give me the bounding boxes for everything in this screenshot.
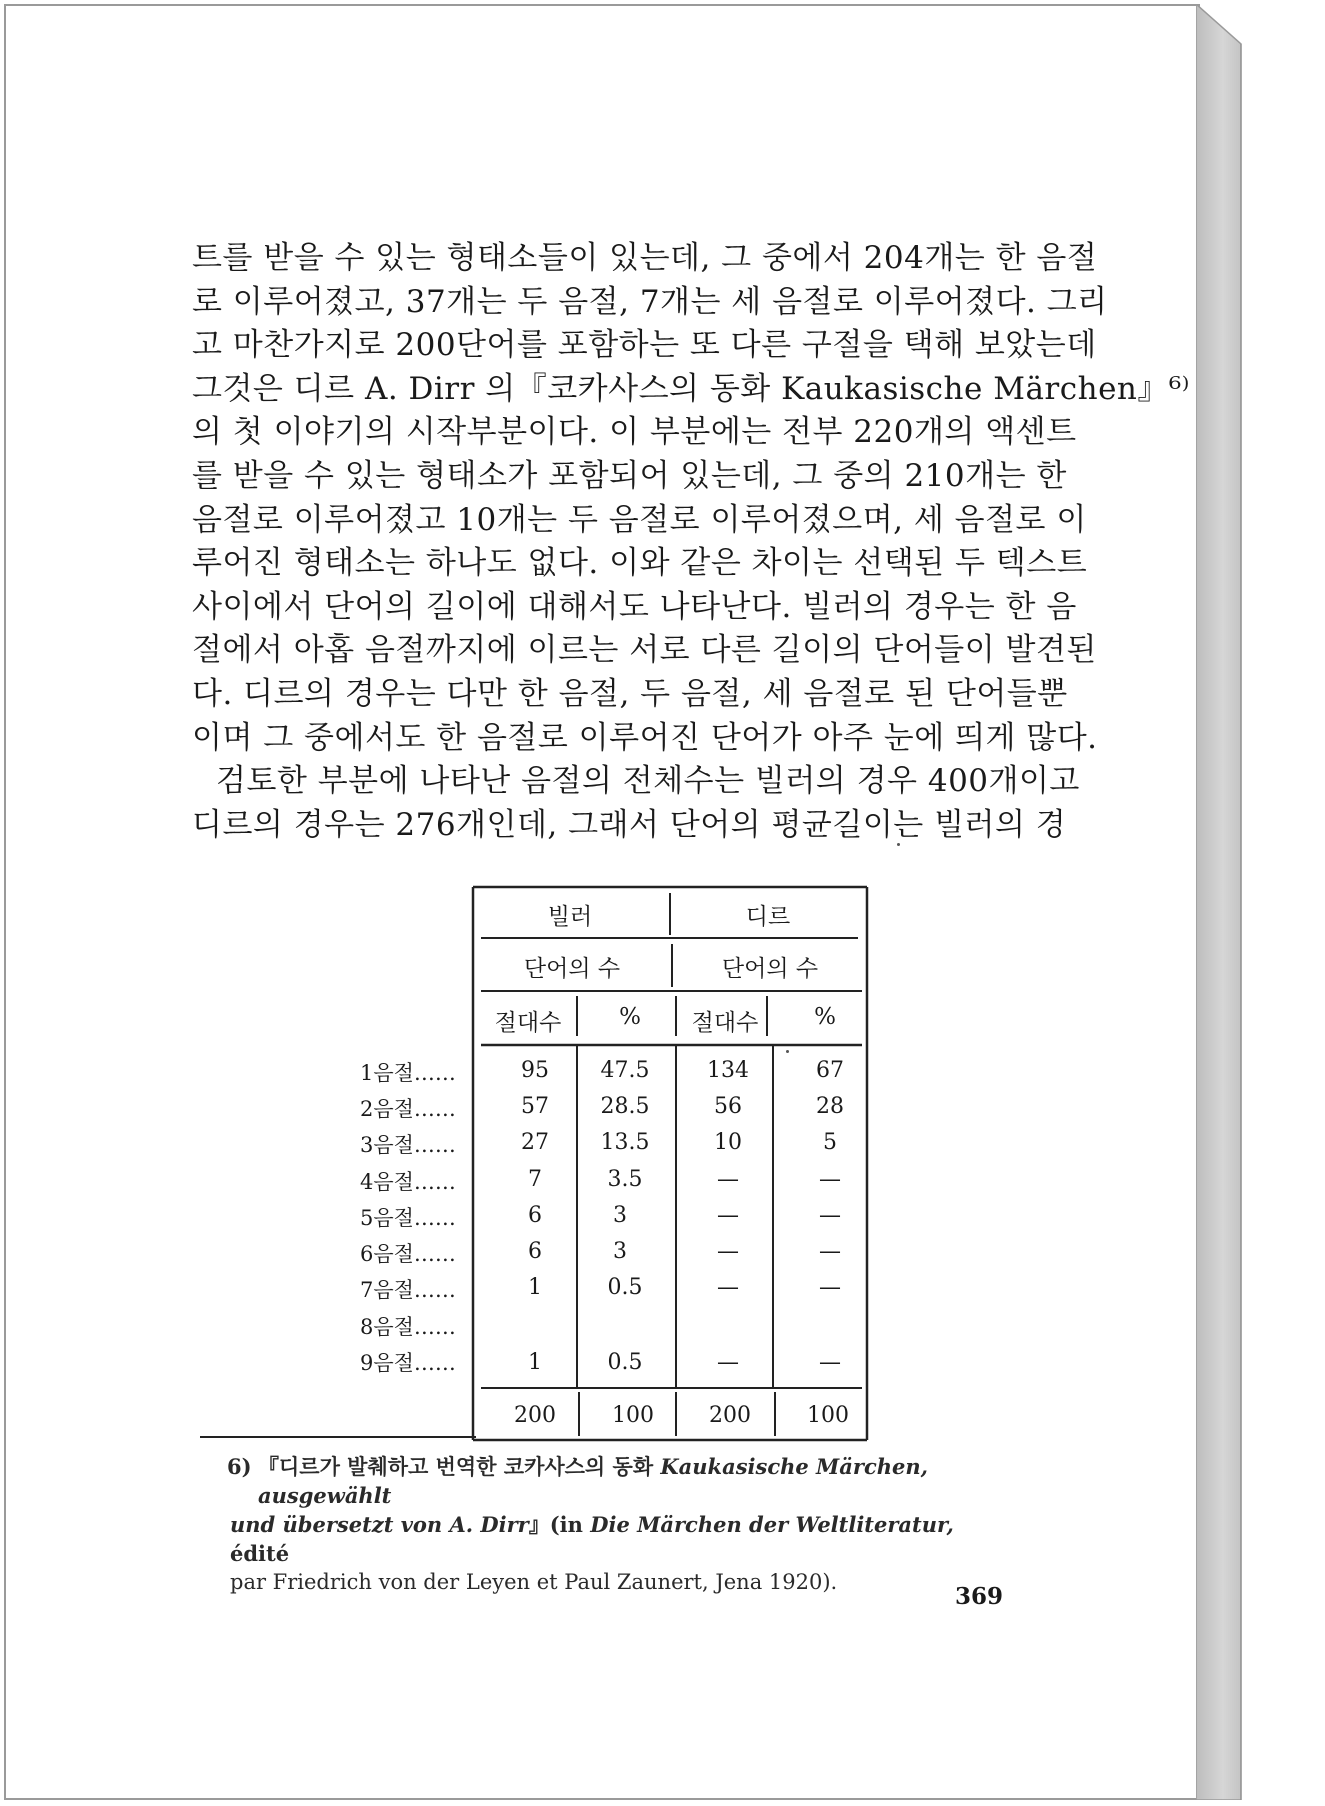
table-row-label: 9음절…… xyxy=(360,1351,456,1375)
footnote xyxy=(227,1452,1020,1597)
table-subheader-dirr: 단어의 수 xyxy=(721,956,819,982)
table-row-label: 7음절…… xyxy=(360,1278,456,1302)
table-cell: — xyxy=(717,1350,739,1375)
body-line: 디르의 경우는 276개인데, 그래서 단어의 평균길이는 빌러의 경 xyxy=(192,806,1067,843)
table-cell: — xyxy=(717,1275,739,1300)
footnote-line-1 xyxy=(230,1452,1020,1510)
body-line: 의 첫 이야기의 시작부분이다. 이 부분에는 전부 220개의 액센트 xyxy=(192,414,1077,451)
table-cell: 95 xyxy=(521,1058,549,1083)
table-row-label: 5음절…… xyxy=(360,1206,456,1230)
table-cell: 1 xyxy=(528,1350,542,1375)
table-cell: — xyxy=(717,1203,739,1228)
body-line: 이며 그 중에서도 한 음절로 이루어진 단어가 아주 눈에 띄게 많다. xyxy=(192,719,1098,756)
body-line: 루어진 형태소는 하나도 없다. 이와 같은 차이는 선택된 두 텍스트 xyxy=(192,545,1088,582)
table-cell: — xyxy=(717,1167,739,1192)
table-cell: 3 xyxy=(613,1203,627,1228)
body-line: 로 이루어졌고, 37개는 두 음절, 7개는 세 음절로 이루어졌다. 그리 xyxy=(192,283,1108,320)
table-total-cell: 200 xyxy=(514,1403,556,1428)
table-cell: 67 xyxy=(816,1058,844,1083)
body-line: 고 마찬가지로 200단어를 포함하는 또 다른 구절을 택해 보았는데 xyxy=(192,327,1097,364)
table-total-cell: 100 xyxy=(807,1403,849,1428)
table-subheader-willer: 단어의 수 xyxy=(523,956,621,982)
table-row-label: 6음절…… xyxy=(360,1242,456,1266)
table-cell: 7 xyxy=(528,1167,542,1192)
table-col-pct-dirr: % xyxy=(814,1004,836,1030)
table-cell: 27 xyxy=(521,1130,549,1155)
table-row-label: 4음절…… xyxy=(360,1170,456,1194)
table-cell: — xyxy=(819,1203,841,1228)
table-total-cell: 100 xyxy=(612,1403,654,1428)
table-cell: 3.5 xyxy=(607,1167,643,1192)
footnote-line-3: par Friedrich von der Leyen et Paul Zaunert, Jena 1920). xyxy=(230,1570,838,1594)
table-col-abs-willer: 절대수 xyxy=(494,1010,562,1036)
body-line: 검토한 부분에 나타난 음절의 전체수는 빌러의 경우 400개이고 xyxy=(216,763,1080,800)
table-cell: 134 xyxy=(707,1058,749,1083)
scan-speck xyxy=(786,1050,789,1053)
footnote-mid: 』(in xyxy=(528,1512,591,1537)
table-cell: 3 xyxy=(613,1239,627,1264)
table-row-label: 2음절…… xyxy=(360,1097,456,1121)
table-group-header-dirr: 디르 xyxy=(745,904,791,930)
table-cell: 1 xyxy=(528,1275,542,1300)
body-line: 절에서 아홉 음절까지에 이르는 서로 다른 길이의 단어들이 발견된 xyxy=(192,632,1097,669)
body-paragraph xyxy=(192,237,1190,847)
body-line: 사이에서 단어의 길이에 대해서도 나타난다. 빌러의 경우는 한 음 xyxy=(192,588,1077,625)
table-cell: 0.5 xyxy=(607,1350,643,1375)
table-col-abs-dirr: 절대수 xyxy=(691,1010,759,1036)
table-row-label: 8음절…… xyxy=(360,1315,456,1339)
table-cell: — xyxy=(819,1167,841,1192)
table-row-label: 3음절…… xyxy=(360,1133,456,1157)
table-row-label: 1음절…… xyxy=(360,1061,456,1085)
table-cell: 28 xyxy=(816,1094,844,1119)
body-line: 그것은 디르 A. Dirr 의『코카사스의 동화 Kaukasische Märchen』⁶⁾ xyxy=(192,370,1190,407)
footnote-title-italic: Kaukasische Märchen, ausgewählt xyxy=(258,1454,928,1508)
table-cell: 0.5 xyxy=(607,1275,643,1300)
table-cell: 13.5 xyxy=(600,1130,650,1155)
page-edge xyxy=(1196,4,1321,1800)
table-total-cell: 200 xyxy=(709,1403,751,1428)
table-cell: 6 xyxy=(528,1203,542,1228)
footnote-line-2 xyxy=(230,1510,1020,1568)
table-cell: 57 xyxy=(521,1094,549,1119)
scan-speck xyxy=(897,843,900,846)
footnote-number: 6) xyxy=(227,1454,252,1479)
body-line: 다. 디르의 경우는 다만 한 음절, 두 음절, 세 음절로 된 단어들뿐 xyxy=(192,675,1068,712)
table-cell: — xyxy=(819,1239,841,1264)
table-cell: 28.5 xyxy=(600,1094,650,1119)
table-cell: 10 xyxy=(714,1130,742,1155)
table-cell: 5 xyxy=(823,1130,837,1155)
body-line: 를 받을 수 있는 형태소가 포함되어 있는데, 그 중의 210개는 한 xyxy=(192,457,1067,494)
table-cell: — xyxy=(717,1239,739,1264)
table-cell: — xyxy=(819,1350,841,1375)
table-cell: — xyxy=(819,1275,841,1300)
footnote-rule xyxy=(200,1436,476,1438)
footnote-italic-b: Die Märchen der Weltliteratur, xyxy=(590,1512,954,1537)
footnote-italic-a: und übersetzt von A. Dirr xyxy=(230,1512,529,1537)
table-cell: 47.5 xyxy=(600,1058,650,1083)
table-cell: 56 xyxy=(714,1094,742,1119)
body-line: 트를 받을 수 있는 형태소들이 있는데, 그 중에서 204개는 한 음절 xyxy=(192,240,1098,276)
footnote-end: édité xyxy=(230,1541,290,1566)
table-col-pct-willer: % xyxy=(619,1004,641,1030)
footnote-korean: 『디르가 발췌하고 번역한 코카사스의 동화 xyxy=(258,1454,661,1479)
table-cell: 6 xyxy=(528,1239,542,1264)
body-line: 음절로 이루어졌고 10개는 두 음절로 이루어졌으며, 세 음절로 이 xyxy=(192,501,1087,538)
page-number: 369 xyxy=(955,1583,1004,1610)
table-group-header-willer: 빌러 xyxy=(547,904,593,930)
